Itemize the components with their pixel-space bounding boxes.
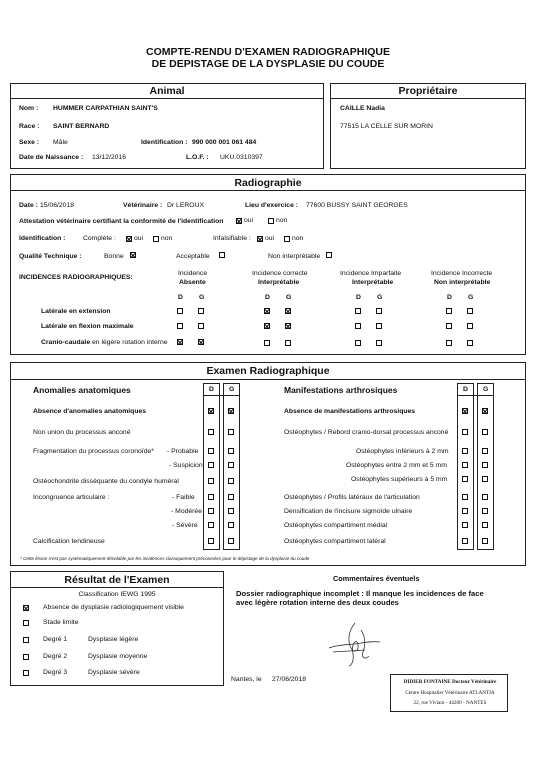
- complete-non-checkbox[interactable]: [153, 236, 159, 242]
- degre2-label: Degré 2: [43, 653, 68, 660]
- owner-name: CAILLE Nadia: [340, 105, 385, 112]
- row-cranio-caudale-bold: Cranio-caudale: [41, 339, 91, 346]
- non-union-g-checkbox[interactable]: [228, 429, 234, 435]
- non-interpretable-checkbox[interactable]: [326, 252, 332, 258]
- calcification-label: Calcification tendineuse: [33, 538, 105, 545]
- anomalies-header: Anomalies anatomiques: [33, 385, 131, 395]
- title-line-2: DE DEPISTAGE DE LA DYSPLASIE DU COUDE: [151, 58, 385, 70]
- divider: [10, 587, 224, 588]
- compartiment-lateral-g-checkbox[interactable]: [482, 538, 488, 544]
- stade-limite-label: Stade limite: [43, 619, 79, 626]
- compartiment-medial-g-checkbox[interactable]: [482, 522, 488, 528]
- osteochondrite-g-checkbox[interactable]: [228, 478, 234, 484]
- densification-g-checkbox[interactable]: [482, 508, 488, 514]
- probable-label: - Probable: [167, 448, 199, 455]
- fragmentation-label: Fragmentation du processus coronoïde*: [33, 448, 154, 455]
- divider: [10, 379, 526, 380]
- left-d-label: D: [209, 386, 214, 393]
- osteo-sup-5mm-g-checkbox[interactable]: [482, 476, 488, 482]
- classification-label: Classification IEWG 1995: [78, 591, 156, 598]
- col-correcte-subtitle: Interprétable: [258, 279, 300, 286]
- lof-value: UKU.0310397: [220, 154, 263, 161]
- race-label: Race :: [19, 123, 40, 130]
- divider: [330, 98, 526, 99]
- densification-d-checkbox[interactable]: [462, 508, 468, 514]
- attestation-oui-checkbox[interactable]: [236, 218, 242, 224]
- degre1-checkbox[interactable]: [23, 637, 29, 643]
- profils-lateraux-d-checkbox[interactable]: [462, 494, 468, 500]
- osteo-2-5mm-d-checkbox[interactable]: [462, 462, 468, 468]
- absence-dysplasie-label: Absence de dysplasie radiologiquement visible: [43, 604, 184, 611]
- r2-correcte-d-checkbox[interactable]: [264, 323, 270, 329]
- r1-absente-g-checkbox[interactable]: [198, 308, 204, 314]
- left-g-label: G: [229, 386, 235, 393]
- r1-incorrecte-d-checkbox[interactable]: [446, 308, 452, 314]
- r3-correcte-g-checkbox[interactable]: [285, 340, 291, 346]
- infalsifiable-oui-checkbox[interactable]: [257, 236, 263, 242]
- date-label: Date :: [19, 202, 38, 209]
- place-date-label: Nantes, le: [231, 676, 262, 683]
- r1-incorrecte-g-checkbox[interactable]: [467, 308, 473, 314]
- dysplasie-moyenne-label: Dysplasie moyenne: [88, 653, 148, 660]
- faible-label: - Faible: [172, 494, 195, 501]
- stamp-line-3: 22, rue Viviani - 44200 - NANTES: [413, 700, 487, 706]
- degre3-checkbox[interactable]: [23, 670, 29, 676]
- compartiment-lateral-label: Ostéophytes compartiment latéral: [284, 538, 386, 545]
- acceptable-label: Acceptable: [176, 253, 210, 260]
- dg-d: D: [447, 294, 452, 301]
- commentaire-line-1: Dossier radiographique incomplet : Il manque les incidences de face: [236, 589, 484, 598]
- r1-absente-d-checkbox[interactable]: [177, 308, 183, 314]
- osteo-inf-2mm-label: Ostéophytes inférieurs à 2 mm: [356, 448, 449, 455]
- row-laterale-extension: Latérale en extension: [41, 308, 111, 315]
- degre1-label: Degré 1: [43, 636, 68, 643]
- complete-oui-label: oui: [134, 235, 144, 242]
- osteo-sup-5mm-d-checkbox[interactable]: [462, 476, 468, 482]
- profils-lateraux-label: Ostéophytes / Profils latéraux de l'articulation: [284, 494, 420, 501]
- signature-date: 27/06/2018: [272, 676, 307, 683]
- divider: [10, 190, 526, 191]
- divider: [203, 395, 240, 396]
- col-absente-title: Incidence: [178, 270, 208, 277]
- r2-absente-g-checkbox[interactable]: [198, 323, 204, 329]
- incongruence-label: Incongruence articulaire :: [33, 494, 110, 501]
- suspicion-g-checkbox[interactable]: [228, 462, 234, 468]
- moderee-g-checkbox[interactable]: [228, 508, 234, 514]
- r2-imparfaite-g-checkbox[interactable]: [376, 323, 382, 329]
- document-title: [0, 46, 536, 70]
- absence-arthrose-label: Absence de manifestations arthrosiques: [284, 408, 416, 415]
- absence-anomalies-label: Absence d'anomalies anatomiques: [33, 408, 147, 415]
- absence-anomalies-d-checkbox[interactable]: [208, 408, 214, 414]
- infalsifiable-non-checkbox[interactable]: [284, 236, 290, 242]
- osteochondrite-d-checkbox[interactable]: [208, 478, 214, 484]
- col-absente-subtitle: Absente: [179, 279, 206, 286]
- vet-value: Dr LEROUX: [167, 202, 205, 209]
- complete-oui-checkbox[interactable]: [126, 236, 132, 242]
- vet-stamp: [390, 674, 508, 712]
- attestation-oui-label: oui: [244, 217, 254, 224]
- commentaire-line-2: avec légère rotation interne des deux coudes: [236, 598, 399, 607]
- col-imparfaite-subtitle: Interprétable: [352, 279, 394, 286]
- absence-arthrose-d-checkbox[interactable]: [462, 408, 468, 414]
- dg-g: G: [377, 294, 383, 301]
- r3-incorrecte-g-checkbox[interactable]: [467, 340, 473, 346]
- suspicion-label: - Suspicion: [169, 462, 203, 469]
- race-value: SAINT BERNARD: [53, 123, 110, 130]
- osteo-2-5mm-label: Ostéophytes entre 2 mm et 5 mm: [346, 462, 447, 469]
- compartiment-medial-d-checkbox[interactable]: [462, 522, 468, 528]
- sexe-label: Sexe :: [19, 139, 40, 146]
- non-interpretable-label: Non interprétable: [268, 253, 321, 260]
- infalsifiable-label: Infalsifiable :: [213, 235, 251, 242]
- stade-limite-checkbox[interactable]: [23, 620, 29, 626]
- complete-non-label: non: [161, 235, 173, 242]
- sexe-value: Mâle: [53, 139, 68, 146]
- radiographie-header: Radiographie: [234, 177, 302, 189]
- attestation-label: Attestation vétérinaire certifiant la conformité de l'identification: [19, 218, 224, 225]
- arthrosiques-header: Manifestations arthrosiques: [284, 385, 398, 395]
- identification-value: 990 000 001 061 484: [192, 139, 257, 146]
- dg-g: G: [468, 294, 474, 301]
- r2-incorrecte-g-checkbox[interactable]: [467, 323, 473, 329]
- r2-absente-d-checkbox[interactable]: [177, 323, 183, 329]
- r2-incorrecte-d-checkbox[interactable]: [446, 323, 452, 329]
- absence-anomalies-g-checkbox[interactable]: [228, 408, 234, 414]
- severe-d-checkbox[interactable]: [208, 522, 214, 528]
- profils-lateraux-g-checkbox[interactable]: [482, 494, 488, 500]
- lieu-label: Lieu d'exercice :: [245, 202, 298, 209]
- dg-d: D: [178, 294, 183, 301]
- col-imparfaite-title: Incidence Imparfaite: [340, 270, 402, 277]
- commentaires-header: Commentaires éventuels: [333, 574, 420, 583]
- nom-label: Nom :: [19, 105, 39, 112]
- col-incorrecte-subtitle: Non interprétable: [434, 279, 491, 286]
- divider: [457, 395, 494, 396]
- osteo-inf-2mm-g-checkbox[interactable]: [482, 448, 488, 454]
- bonne-label: Bonne: [104, 253, 124, 260]
- probable-d-checkbox[interactable]: [208, 448, 214, 454]
- footnote: * Cette lésion n'est pas systématiquement décelable par les incidences classiquement préconisées pour le dépistage de la dysplasie du coude: [20, 556, 310, 561]
- row-laterale-flexion: Latérale en flexion maximale: [41, 323, 134, 330]
- dg-g: G: [286, 294, 292, 301]
- dg-g: G: [199, 294, 205, 301]
- osteo-inf-2mm-d-checkbox[interactable]: [462, 448, 468, 454]
- non-union-d-checkbox[interactable]: [208, 429, 214, 435]
- rebord-cranio-label: Ostéophytes / Rebord cranio-dorsal processus anconé: [284, 429, 449, 436]
- r3-incorrecte-d-checkbox[interactable]: [446, 340, 452, 346]
- col-correcte-title: Incidence correcte: [252, 270, 308, 277]
- r2-correcte-g-checkbox[interactable]: [285, 323, 291, 329]
- divider: [10, 98, 324, 99]
- acceptable-checkbox[interactable]: [219, 252, 225, 258]
- attestation-non-label: non: [276, 217, 288, 224]
- calcification-d-checkbox[interactable]: [208, 538, 214, 544]
- r1-imparfaite-g-checkbox[interactable]: [376, 308, 382, 314]
- title-line-1: COMPTE-RENDU D'EXAMEN RADIOGRAPHIQUE: [145, 46, 390, 58]
- osteo-sup-5mm-label: Ostéophytes supérieurs à 5 mm: [351, 476, 448, 483]
- infalsifiable-non-label: non: [292, 235, 304, 242]
- r3-absente-g-checkbox[interactable]: [198, 339, 204, 345]
- dg-d: D: [265, 294, 270, 301]
- row-cranio-caudale-rest: en légère rotation interne: [92, 339, 168, 346]
- r3-imparfaite-d-checkbox[interactable]: [355, 340, 361, 346]
- calcification-g-checkbox[interactable]: [228, 538, 234, 544]
- densification-label: Densification de l'incisure sigmoïde ulnaire: [284, 508, 413, 515]
- compartiment-lateral-d-checkbox[interactable]: [462, 538, 468, 544]
- bonne-checkbox[interactable]: [130, 252, 136, 258]
- r3-absente-d-checkbox[interactable]: [177, 339, 183, 345]
- moderee-d-checkbox[interactable]: [208, 508, 214, 514]
- row-cranio-caudale: [41, 339, 168, 346]
- dysplasie-legere-label: Dysplasie légère: [88, 636, 139, 643]
- suspicion-d-checkbox[interactable]: [208, 462, 214, 468]
- dob-value: 13/12/2016: [92, 154, 127, 161]
- qualite-label: Qualité Technique :: [19, 253, 82, 260]
- moderee-label: - Modérée: [171, 508, 202, 515]
- faible-d-checkbox[interactable]: [208, 494, 214, 500]
- col-incorrecte-title: Incidence Incorrecte: [431, 270, 493, 277]
- r1-correcte-d-checkbox[interactable]: [264, 308, 270, 314]
- osteochondrite-label: Ostéochondrite disséquante du condyle huméral: [33, 478, 179, 485]
- right-g-label: G: [483, 386, 489, 393]
- owner-address: 77515 LA CELLE SUR MORIN: [340, 123, 433, 130]
- severe-g-checkbox[interactable]: [228, 522, 234, 528]
- nom-value: HUMMER CARPATHIAN SAINT'S: [53, 105, 158, 112]
- identification-label: Identification :: [141, 139, 188, 146]
- faible-g-checkbox[interactable]: [228, 494, 234, 500]
- infalsifiable-oui-label: oui: [265, 235, 275, 242]
- compartiment-medial-label: Ostéophytes compartiment médial: [284, 522, 388, 529]
- non-union-label: Non union du processus anconé: [33, 429, 131, 436]
- dob-label: Date de Naissance :: [19, 154, 84, 161]
- r3-imparfaite-g-checkbox[interactable]: [376, 340, 382, 346]
- examen-header: Examen Radiographique: [206, 365, 330, 377]
- degre3-label: Degré 3: [43, 669, 68, 676]
- animal-header: Animal: [149, 85, 185, 97]
- proprietaire-header: Propriétaire: [398, 85, 458, 97]
- rebord-cranio-d-checkbox[interactable]: [462, 429, 468, 435]
- severe-label: - Sévère: [172, 522, 198, 529]
- incidences-label: INCIDENCES RADIOGRAPHIQUES:: [19, 274, 133, 281]
- stamp-line-2: Centre Hospitalier Vétérinaire ATLANTIA: [405, 690, 495, 696]
- lof-label: L.O.F. :: [186, 154, 209, 161]
- resultat-header: Résultat de l'Examen: [64, 574, 170, 586]
- right-d-label: D: [463, 386, 468, 393]
- stamp-line-1: DIDIER FONTAINE Docteur Vétérinaire: [403, 679, 497, 685]
- osteo-2-5mm-g-checkbox[interactable]: [482, 462, 488, 468]
- lieu-value: 77600 BUSSY SAINT GEORGES: [306, 202, 408, 209]
- rebord-cranio-g-checkbox[interactable]: [482, 429, 488, 435]
- signature-image: [325, 618, 385, 668]
- dg-d: D: [356, 294, 361, 301]
- complete-label: Complète :: [83, 235, 116, 242]
- absence-arthrose-g-checkbox[interactable]: [482, 408, 488, 414]
- probable-g-checkbox[interactable]: [228, 448, 234, 454]
- r1-imparfaite-d-checkbox[interactable]: [355, 308, 361, 314]
- dysplasie-severe-label: Dysplasie sévère: [88, 669, 140, 676]
- absence-dysplasie-checkbox[interactable]: [23, 605, 29, 611]
- attestation-non-checkbox[interactable]: [268, 218, 274, 224]
- r1-correcte-g-checkbox[interactable]: [285, 308, 291, 314]
- degre2-checkbox[interactable]: [23, 654, 29, 660]
- r3-correcte-d-checkbox[interactable]: [264, 340, 270, 346]
- r2-imparfaite-d-checkbox[interactable]: [355, 323, 361, 329]
- date-value: 15/06/2018: [40, 202, 75, 209]
- identification-row-label: Identification :: [19, 235, 66, 242]
- vet-label: Vétérinaire :: [123, 202, 163, 209]
